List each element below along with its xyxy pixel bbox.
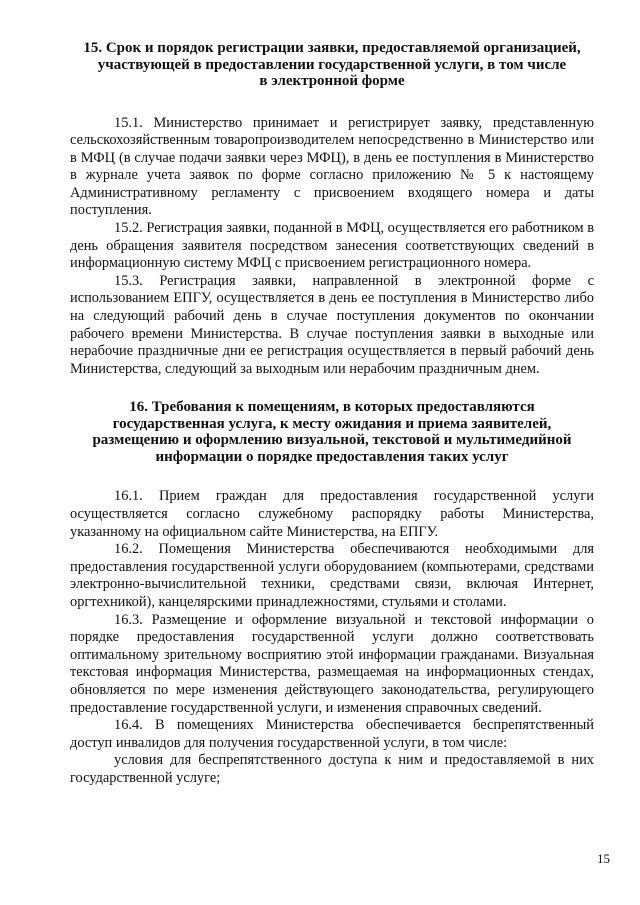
paragraph-15-3: 15.3. Регистрация заявки, направленной в электронной форме с использованием ЕПГУ, осуществляется в день ее поступления в Министерство либо на следующий рабочий день в случае поступления документов по окончании рабочего времени Министерства. В случае поступления заявки в выходные или нерабочие праздничные дни ее регистрация осуществляется в первый рабочий день Министерства, следующий за выходным или нерабочим праздничным днем. xyxy=(70,272,594,377)
section-16-title-line: 16. Требования к помещениям, в которых предоставляются xyxy=(129,399,535,416)
section-16-title-line: информации о порядке предоставления таких услуг xyxy=(155,448,509,465)
section-16-title-line: размещению и оформлению визуальной, текстовой и мультимедийной xyxy=(92,432,572,449)
paragraph-16-3: 16.3. Размещение и оформление визуальной и текстовой информации о порядке предоставления государственной услуги должно соответствовать оптимальному зрительному восприятию этой информации гражданами. Визуальная текстовая информация Министерства, размещаемая на информационных стендах, обновляется по мере изменения действующего законодательства, регулирующего предоставление государственной услуги, и изменения справочных сведений. xyxy=(70,611,594,716)
page-content xyxy=(70,40,594,788)
section-16-title xyxy=(70,399,594,465)
paragraph-15-1: 15.1. Министерство принимает и регистрирует заявку, представленную сельскохозяйственным товаропроизводителем непосредственно в Министерство или в МФЦ (в случае подачи заявки через МФЦ), в день ее поступления в Министерство в журнале учета заявок по форме согласно приложению № 5 к настоящему Административному регламенту с присвоением входящего номера и даты поступления. xyxy=(70,114,594,219)
section-15-title xyxy=(70,40,594,90)
page-number: 15 xyxy=(597,851,610,866)
section-15-title-line: 15. Срок и порядок регистрации заявки, предоставляемой организацией, xyxy=(83,40,581,56)
section-16-title-line: государственная услуга, к месту ожидания и приема заявителей, xyxy=(112,415,552,432)
section-15-title-line: в электронной форме xyxy=(259,73,405,89)
paragraph-15-2: 15.2. Регистрация заявки, поданной в МФЦ, осуществляется его работником в день обращения заявителя посредством занесения соответствующих сведений в информационную систему МФЦ с присвоением регистрационного номера. xyxy=(70,220,594,272)
section-15-title-line: участвующей в предоставлении государственной услуги, в том числе xyxy=(97,56,567,73)
paragraph-16-4-item: условия для беспрепятственного доступа к ним и предоставляемой в них государственной услуге; xyxy=(70,752,594,786)
paragraph-16-4: 16.4. В помещениях Министерства обеспечивается беспрепятственный доступ инвалидов для получения государственной услуги, в том числе: xyxy=(70,717,594,751)
paragraph-16-1: 16.1. Прием граждан для предоставления государственной услуги осуществляется согласно служебному распорядку работы Министерства, указанному на официальном сайте Министерства, на ЕПГУ. xyxy=(70,488,594,540)
paragraph-16-2: 16.2. Помещения Министерства обеспечиваются необходимыми для предоставления государственной услуги оборудованием (компьютерами, средствами электронно-вычислительной техники, средствами связи, включая Интернет, оргтехникой), канцелярскими принадлежностями, стульями и столами. xyxy=(70,541,594,610)
